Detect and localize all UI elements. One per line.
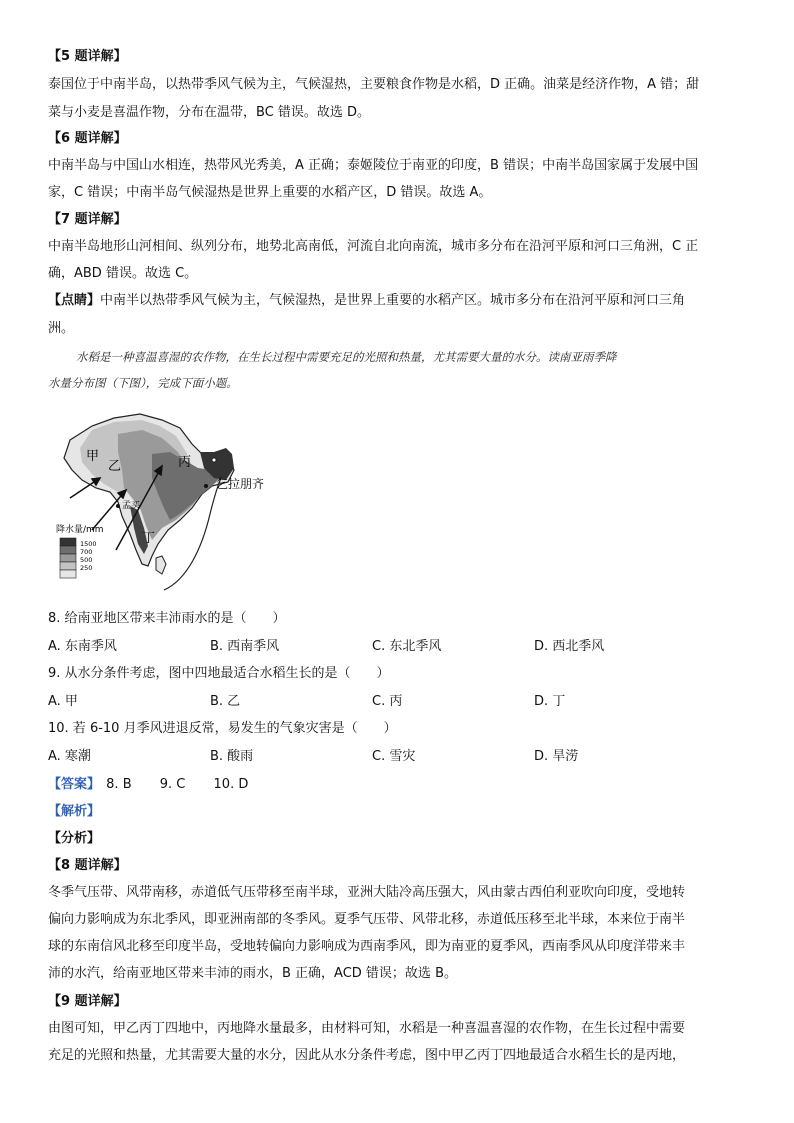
dianjing-text-line: 洲。 — [48, 321, 75, 336]
city-dot-qilaboqi — [212, 458, 216, 462]
q5-heading: 【5 题详解】 — [48, 49, 127, 64]
q9-option-b: B. 乙 — [210, 694, 241, 709]
q7-text-line: 确，ABD 错误。故选 C。 — [48, 266, 198, 281]
sri-lanka — [156, 556, 166, 574]
answer-row — [48, 776, 272, 794]
q10-option-b: B. 酸雨 — [210, 749, 254, 764]
q8-detail-line: 冬季气压带、风带南移，赤道低气压带移至南半球，亚洲大陆冷高压强大，风由蒙古西伯利亚吹向印度，受地转 — [48, 885, 686, 900]
q5-text-line: 泰国位于中南半岛，以热带季风气候为主，气候湿热，主要粮食作物是水稻，D 正确。油菜是经济作物，A 错；甜 — [48, 77, 700, 92]
q7-text-line: 中南半岛地形山河相间、纵列分布，地势北高南低，河流自北向南流，城市多分布在沿河平原和河口三角洲，C 正 — [48, 239, 699, 254]
legend-swatch — [60, 554, 76, 562]
city-dot — [204, 484, 208, 488]
q8-detail-line: 沛的水汽，给南亚地区带来丰沛的雨水，B 正确，ACD 错误；故选 B。 — [48, 966, 457, 981]
legend-title: 降水量/mm — [56, 525, 104, 535]
q8-stem: 8. 给南亚地区带来丰沛雨水的是（ ） — [48, 611, 286, 626]
q10-option-c: C. 雪灾 — [372, 749, 416, 764]
dianjing-line — [48, 292, 748, 310]
answer-10: 10. D — [213, 777, 249, 792]
q8-option-d: D. 西北季风 — [534, 639, 605, 654]
label-ding: 丁 — [142, 531, 156, 546]
south-asia-rainfall-map — [52, 408, 302, 593]
answer-8: 8. B — [106, 777, 132, 792]
passage-line: 水量分布图（下图），完成下面小题。 — [48, 376, 238, 390]
q9-detail-line: 由图可知，甲乙丙丁四地中，丙地降水量最多，由材料可知，水稻是一种喜温喜湿的农作物，在生长过程中需要 — [48, 1021, 686, 1036]
label-jia: 甲 — [86, 449, 100, 464]
legend-value: 1500 — [80, 540, 97, 548]
legend-swatch — [60, 538, 76, 546]
q10-option-a: A. 寒潮 — [48, 749, 91, 764]
legend-swatch — [60, 562, 76, 570]
city-qilaboqi: 乞拉朋齐 — [216, 477, 265, 491]
q9-option-c: C. 丙 — [372, 694, 403, 709]
city-dot-mengmai — [116, 504, 120, 508]
answer-9: 9. C — [159, 777, 186, 792]
label-yi: 乙 — [108, 459, 122, 474]
q9-option-a: A. 甲 — [48, 694, 78, 709]
q9-stem: 9. 从水分条件考虑，图中四地最适合水稻生长的是（ ） — [48, 666, 390, 681]
label-bing: 丙 — [178, 455, 192, 470]
legend-swatch — [60, 570, 76, 578]
dianjing-label: 【点睛】 — [48, 293, 101, 308]
q10-option-d: D. 旱涝 — [534, 749, 579, 764]
q8-option-a: A. 东南季风 — [48, 639, 117, 654]
legend-swatch — [60, 546, 76, 554]
q8-detail-line: 球的东南信风北移至印度半岛，受地转偏向力影响成为西南季风，即为南亚的夏季风，西南季风从印度洋带来丰 — [48, 939, 686, 954]
legend-value: 700 — [80, 548, 93, 556]
dianjing-text: 中南半以热带季风气候为主，气候湿热，是世界上重要的水稻产区。城市多分布在沿河平原和河口三角 — [100, 293, 686, 308]
q9-detail-line: 充足的光照和热量，尤其需要大量的水分，因此从水分条件考虑，图中甲乙丙丁四地最适合水稻生长的是丙地， — [48, 1048, 686, 1063]
q9-detail-heading: 【9 题详解】 — [48, 994, 127, 1009]
fenxi-label: 【分析】 — [48, 831, 101, 846]
q8-option-c: C. 东北季风 — [372, 639, 442, 654]
q10-stem: 10. 若 6-10 月季风进退反常，易发生的气象灾害是（ ） — [48, 721, 397, 736]
jiexi-label: 【解析】 — [48, 804, 101, 819]
q6-heading: 【6 题详解】 — [48, 131, 127, 146]
q8-detail-line: 偏向力影响成为东北季风，即亚洲南部的冬季风。夏季气压带、风带北移，赤道低压移至北半球，本来位于南半 — [48, 912, 686, 927]
passage-line: 水稻是一种喜温喜湿的农作物，在生长过程中需要充足的光照和热量，尤其需要大量的水分。读南亚雨季降 — [76, 350, 617, 364]
q9-option-d: D. 丁 — [534, 694, 566, 709]
q6-text-line: 中南半岛与中国山水相连，热带风光秀美，A 正确；泰姬陵位于南亚的印度，B 错误；中南半岛国家属于发展中国 — [48, 158, 699, 173]
q6-text-line: 家，C 错误；中南半岛气候湿热是世界上重要的水稻产区，D 错误。故选 A。 — [48, 185, 492, 200]
answer-label: 【答案】 — [48, 777, 101, 792]
legend-value: 500 — [80, 556, 93, 564]
q7-heading: 【7 题详解】 — [48, 212, 127, 227]
q8-option-b: B. 西南季风 — [210, 639, 280, 654]
legend-value: 250 — [80, 564, 93, 572]
city-mengmai: 孟买 — [122, 501, 141, 511]
q8-detail-heading: 【8 题详解】 — [48, 858, 127, 873]
q5-text-line: 菜与小麦是喜温作物，分布在温带，BC 错误。故选 D。 — [48, 105, 371, 120]
